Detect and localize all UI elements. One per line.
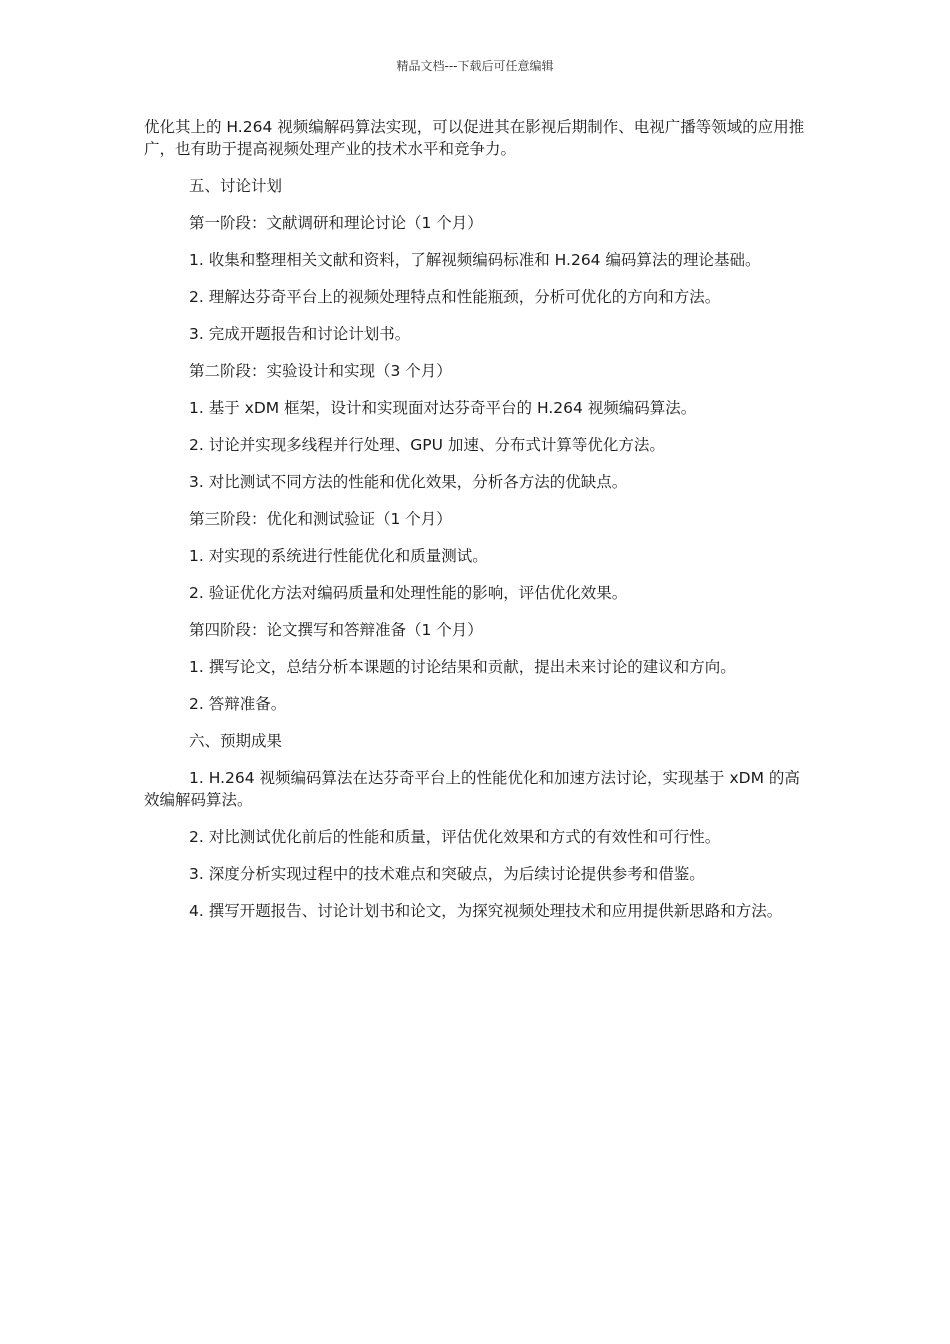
stage-heading-1: 第一阶段：文献调研和理论讨论（1 个月） [189,214,483,232]
list-item: 1. 基于 xDM 框架，设计和实现面对达芬奇平台的 H.264 视频编码算法。 [189,399,697,417]
list-item: 1. H.264 视频编码算法在达芬奇平台上的性能优化和加速方法讨论，实现基于 xDM 的高效编解码算法。 [144,769,800,809]
stage-heading-2: 第二阶段：实验设计和实现（3 个月） [189,362,452,380]
list-item: 1. 收集和整理相关文献和资料，了解视频编码标准和 H.264 编码算法的理论基础。 [189,251,761,269]
section-heading-plan: 五、讨论计划 [189,177,283,195]
section-heading-results: 六、预期成果 [189,732,283,750]
page-header: 精品文档---下载后可任意编辑 [396,59,554,73]
list-item: 3. 完成开题报告和讨论计划书。 [189,325,411,343]
list-item: 1. 撰写论文，总结分析本课题的讨论结果和贡献，提出未来讨论的建议和方向。 [189,658,736,676]
list-item: 2. 讨论并实现多线程并行处理、GPU 加速、分布式计算等优化方法。 [189,436,665,454]
stage-heading-4: 第四阶段：论文撰写和答辩准备（1 个月） [189,621,483,639]
list-item: 2. 对比测试优化前后的性能和质量，评估优化效果和方式的有效性和可行性。 [189,828,721,846]
document-body [144,116,806,937]
list-item: 2. 理解达芬奇平台上的视频处理特点和性能瓶颈，分析可优化的方向和方法。 [189,288,721,306]
list-item: 2. 答辩准备。 [189,695,287,713]
list-item: 2. 验证优化方法对编码质量和处理性能的影响，评估优化效果。 [189,584,628,602]
list-item: 3. 深度分析实现过程中的技术难点和突破点，为后续讨论提供参考和借鉴。 [189,865,705,883]
stage-heading-3: 第三阶段：优化和测试验证（1 个月） [189,510,452,528]
list-item: 3. 对比测试不同方法的性能和优化效果，分析各方法的优缺点。 [189,473,628,491]
paragraph-intro-continuation: 优化其上的 H.264 视频编解码算法实现，可以促进其在影视后期制作、电视广播等领域的应用推广，也有助于提高视频处理产业的技术水平和竞争力。 [144,118,805,158]
list-item: 1. 对实现的系统进行性能优化和质量测试。 [189,547,488,565]
list-item: 4. 撰写开题报告、讨论计划书和论文，为探究视频处理技术和应用提供新思路和方法。 [189,902,783,920]
